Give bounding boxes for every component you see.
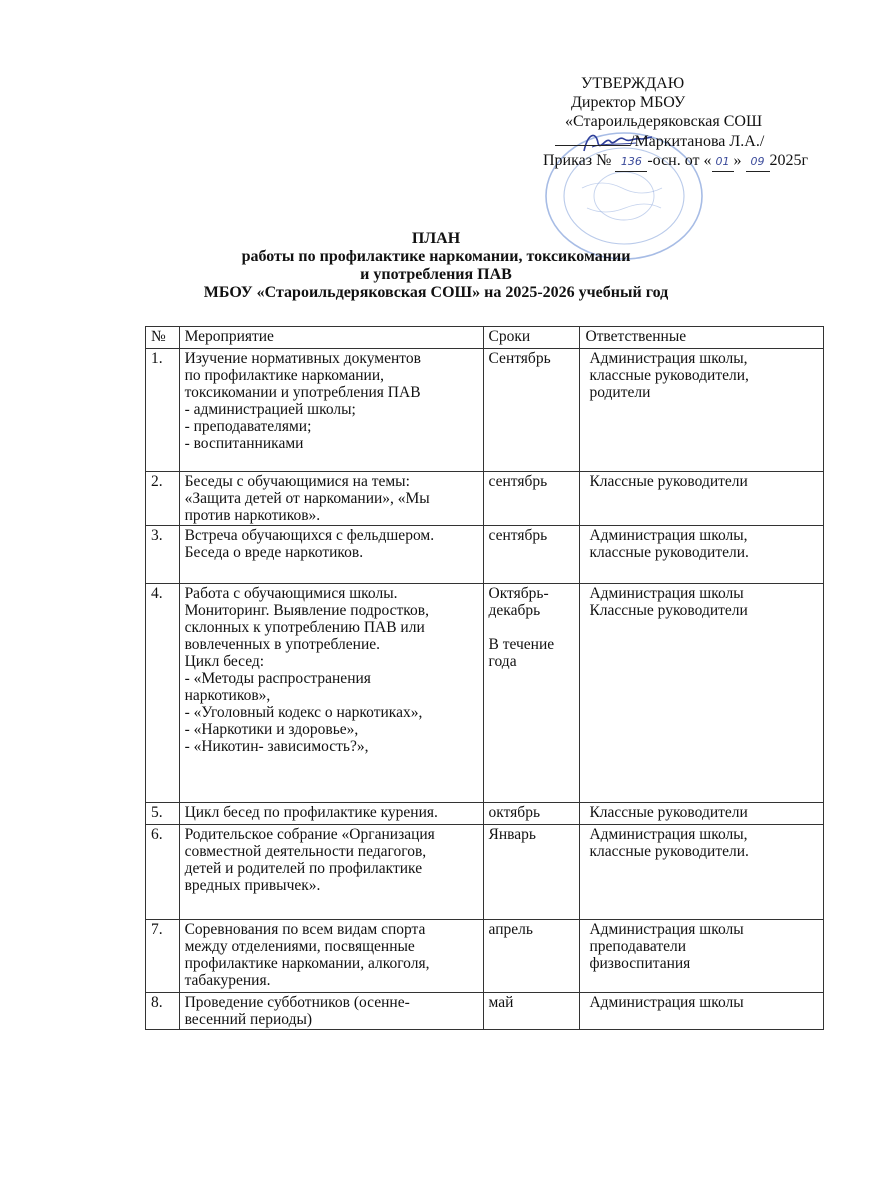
header-responsible: Ответственные [580, 327, 824, 349]
row-event [179, 920, 483, 993]
row-responsible [580, 349, 824, 472]
approval-order-line [543, 151, 855, 172]
row-term-line: сентябрь [488, 527, 548, 544]
signature-blank [555, 131, 630, 146]
approval-school: «Староильдеряковская СОШ [565, 113, 763, 130]
approval-director: /Маркитанова Л.А./ [630, 133, 765, 150]
row-event-line: токсикомании и употребления ПАВ [184, 384, 421, 401]
row-term-line: апрель [488, 921, 533, 938]
row-event [179, 803, 483, 825]
row-event [179, 472, 483, 526]
row-responsible-line: классные руководители. [589, 843, 749, 860]
table-row [146, 584, 824, 803]
table-row [146, 349, 824, 472]
row-event [179, 993, 483, 1030]
row-event [179, 526, 483, 584]
row-term [483, 993, 580, 1030]
table-row [146, 993, 824, 1030]
row-event-line: Родительское собрание «Организация [184, 826, 435, 843]
row-event-line: Цикл бесед: [184, 653, 265, 670]
row-term-line: октябрь [488, 804, 541, 821]
row-event-line: - администрацией школы; [184, 401, 356, 418]
row-number: 3. [146, 526, 180, 584]
row-event-line: между отделениями, посвященные [184, 938, 415, 955]
table-row [146, 472, 824, 526]
row-event-line: Встреча обучающихся с фельдшером. [184, 527, 435, 544]
row-event-line: - воспитанниками [184, 435, 304, 452]
row-responsible-line: Классные руководители [589, 473, 748, 490]
row-term-line: май [488, 994, 514, 1011]
row-event-line: табакурения. [184, 972, 271, 989]
row-term-line: Октябрь- [488, 585, 549, 602]
row-number: 8. [146, 993, 180, 1030]
header-number: № [146, 327, 180, 349]
row-term-line: года [488, 653, 517, 670]
row-event-line: по профилактике наркомании, [184, 367, 384, 384]
order-end: г [801, 152, 809, 169]
row-event-line: Соревнования по всем видам спорта [184, 921, 426, 938]
header-event: Мероприятие [179, 327, 483, 349]
approval-heading: УТВЕРЖДАЮ [581, 75, 685, 92]
order-prefix: Приказ № [543, 152, 612, 169]
row-responsible-line: Администрация школы [589, 921, 744, 938]
row-event-line: вредных привычек». [184, 877, 321, 894]
row-event-line: весенний периоды) [184, 1011, 313, 1028]
row-responsible [580, 803, 824, 825]
row-term [483, 526, 580, 584]
row-responsible-line: Администрация школы [589, 994, 744, 1011]
row-responsible-line: Администрация школы, [589, 350, 748, 367]
row-event [179, 349, 483, 472]
row-responsible-line: Классные руководители [589, 804, 748, 821]
document-title [0, 230, 872, 302]
row-event-line: «Защита детей от наркомании», «Мы [184, 490, 430, 507]
row-responsible-line: классные руководители, [589, 367, 749, 384]
table-row [146, 526, 824, 584]
row-responsible-line: Администрация школы, [589, 527, 748, 544]
row-term-line: Январь [488, 826, 536, 843]
row-term [483, 472, 580, 526]
row-event-line: - «Наркотики и здоровье», [184, 721, 359, 738]
row-responsible-line: Классные руководители [589, 602, 748, 619]
row-responsible-line: Администрация школы, [589, 826, 748, 843]
row-term [483, 825, 580, 920]
row-term [483, 349, 580, 472]
row-event [179, 825, 483, 920]
row-event-line: профилактике наркомании, алкоголя, [184, 955, 430, 972]
row-event-line: вовлеченных в употребление. [184, 636, 381, 653]
row-responsible-line: родители [589, 384, 651, 401]
row-number: 2. [146, 472, 180, 526]
row-event-line: против наркотиков». [184, 507, 321, 524]
row-number: 7. [146, 920, 180, 993]
row-responsible [580, 920, 824, 993]
title-line-3: и употребления ПАВ [360, 266, 512, 283]
approval-block [543, 74, 855, 172]
row-event-line: совместной деятельности педагогов, [184, 843, 427, 860]
row-event-line: Беседа о вреде наркотиков. [184, 544, 364, 561]
table-row [146, 825, 824, 920]
approval-signature-line [555, 131, 855, 151]
table-row [146, 920, 824, 993]
row-responsible [580, 526, 824, 584]
row-event-line: Беседы с обучающимися на темы: [184, 473, 410, 490]
row-term-line: Сентябрь [488, 350, 551, 367]
row-number: 4. [146, 584, 180, 803]
order-mid: » [733, 152, 742, 169]
table-header-row [146, 327, 824, 349]
order-month: 09 [746, 152, 770, 172]
row-event-line: склонных к употреблению ПАВ или [184, 619, 425, 636]
row-event-line: Работа с обучающимися школы. [184, 585, 398, 602]
row-event-line: Проведение субботников (осенне- [184, 994, 410, 1011]
row-responsible-line: преподаватели [589, 938, 687, 955]
row-responsible [580, 993, 824, 1030]
title-line-1: ПЛАН [411, 230, 461, 247]
row-event-line: - «Никотин- зависимость?», [184, 738, 369, 755]
table-row [146, 803, 824, 825]
row-event-line: - «Уголовный кодекс о наркотиках», [184, 704, 423, 721]
order-day: 01 [712, 152, 734, 172]
order-number: 136 [615, 152, 647, 172]
row-term-line: декабрь [488, 602, 541, 619]
row-responsible-line: классные руководители. [589, 544, 749, 561]
approval-position: Директор МБОУ [571, 94, 686, 111]
row-number: 5. [146, 803, 180, 825]
row-term [483, 584, 580, 803]
title-line-4: МБОУ «Староильдеряковская СОШ» на 2025-2026 учебный год [203, 284, 669, 301]
row-term-line: сентябрь [488, 473, 548, 490]
header-term: Сроки [483, 327, 580, 349]
row-term-line [489, 619, 576, 636]
row-event-line: - «Методы распространения [184, 670, 371, 687]
plan-table [145, 326, 824, 1030]
row-term [483, 920, 580, 993]
row-term-line: В течение [488, 636, 555, 653]
row-event-line: Цикл бесед по профилактике курения. [184, 804, 438, 821]
row-number: 6. [146, 825, 180, 920]
row-term [483, 803, 580, 825]
row-event-line: - преподавателями; [184, 418, 312, 435]
row-event-line: наркотиков», [184, 687, 271, 704]
row-responsible-line: физвоспитания [589, 955, 691, 972]
row-responsible [580, 472, 824, 526]
row-responsible [580, 584, 824, 803]
order-year: 2025 [769, 152, 802, 169]
row-event-line: детей и родителей по профилактике [184, 860, 423, 877]
order-suffix: -осн. от « [647, 152, 712, 169]
row-event-line: Изучение нормативных документов [184, 350, 421, 367]
row-responsible-line: Администрация школы [589, 585, 744, 602]
row-event [179, 584, 483, 803]
title-line-2: работы по профилактике наркомании, токсикомании [241, 248, 631, 265]
row-responsible [580, 825, 824, 920]
row-event-line: Мониторинг. Выявление подростков, [184, 602, 429, 619]
row-number: 1. [146, 349, 180, 472]
